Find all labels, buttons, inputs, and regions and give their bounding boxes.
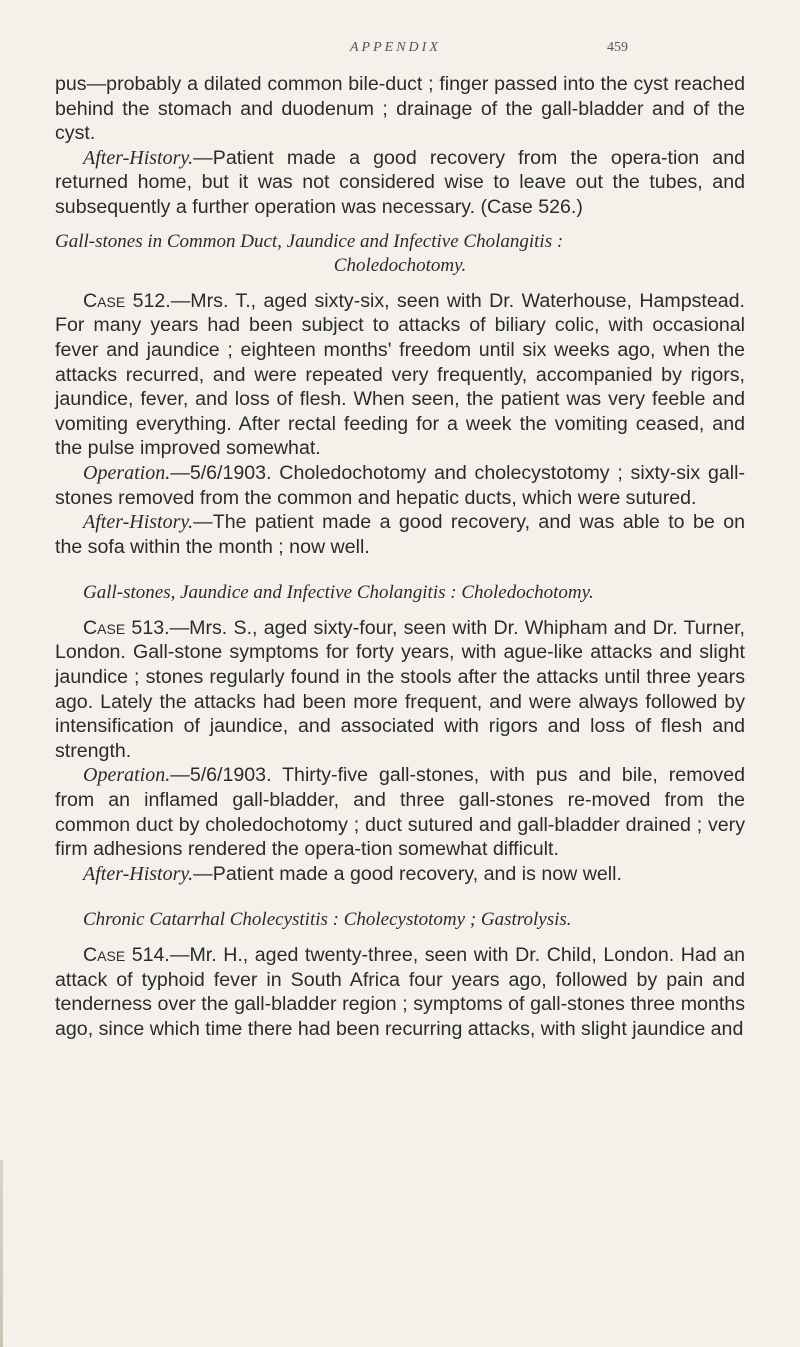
case-text: —Mr. H., aged twenty-three, seen with Dr. Child, London. Had an attack of typhoid fever in South Africa four years ago, followed by pain and tenderness over the gall-bladder region ; symptoms of gall-stones three months ago, since which time there had been recurring attacks, with slight jaundice and [55,944,745,1040]
running-header: APPENDIX [350,40,441,55]
page-edge-shadow [0,1160,3,1347]
operation-label: Operation. [83,764,171,787]
after-history-label: After-History. [83,511,194,534]
case-513 [55,616,745,764]
paragraph-after-history [55,146,745,220]
page-number: 459 [607,40,628,55]
paragraph-continuation: pus—probably a dilated common bile-duct ; finger passed into the cyst reached behind the stomach and duodenum ; drainage of the gall-bladder and of the cyst. [55,73,745,145]
case-label: Case 513. [83,616,170,639]
after-history-513 [55,862,745,887]
case-512 [55,289,745,461]
case-text: —Mrs. T., aged sixty-six, seen with Dr. Waterhouse, Hampstead. For many years had been subject to attacks of biliary colic, with occasional fever and jaundice ; eighteen months' freedom until six weeks ago, when the attacks recurred, and were repeated very frequently, accompanied by rigors, jaundice, fever, and loss of flesh. When seen, the patient was very feeble and vomiting everything. After rectal feeding for a week the vomiting ceased, and the pulse improved somewhat. [55,289,745,460]
after-history-text: —Patient made a good recovery, and is now well. [193,862,622,885]
after-history-text: —Patient made a good recovery from the opera-tion and returned home, but it was not considered wise to leave out the tubes, and subsequently a further operation was necessary. (Case 526.) [55,146,745,218]
section-title-case-513: Gall-stones, Jaundice and Infective Cholangitis : Choledochotomy. [83,582,594,604]
after-history-label: After-History. [83,146,194,169]
operation-text: —5/6/1903. Choledochotomy and cholecystotomy ; sixty-six gall-stones removed from the common and hepatic ducts, which were sutured. [55,461,745,509]
case-label: Case 512. [83,289,171,312]
after-history-512 [55,510,745,559]
operation-513 [55,763,745,861]
case-label: Case 514. [83,944,170,966]
after-history-text: —The patient made a good recovery, and was able to be on the sofa within the month ; now well. [55,511,745,558]
section-title-case-514: Chronic Catarrhal Cholecystitis : Cholecystotomy ; Gastrolysis. [83,909,572,931]
after-history-label: After-History. [83,862,194,885]
case-text: —Mrs. S., aged sixty-four, seen with Dr. Whipham and Dr. Turner, London. Gall-stone symptoms for forty years, with ague-like attacks and slight jaundice ; stones regularly found in the stools after the attacks until three years ago. Lately the attacks had been more frequent, and were always followed by intensification of jaundice, and associated with rigors and loss of flesh and strength. [55,616,745,762]
section-title-case-512-line2: Choledochotomy. [333,255,467,277]
section-title-case-512: Gall-stones in Common Duct, Jaundice and Infective Cholangitis : [55,230,564,252]
case-514 [55,943,745,1041]
page-body [55,72,745,1041]
operation-512 [55,461,745,510]
operation-text: —5/6/1903. Thirty-five gall-stones, with pus and bile, removed from an inflamed gall-bladder, and three gall-stones re-moved from the common duct by choledochotomy ; duct sutured and gall-bladder drained ; very firm adhesions rendered the opera-tion somewhat difficult. [55,764,745,861]
operation-label: Operation. [83,461,171,484]
